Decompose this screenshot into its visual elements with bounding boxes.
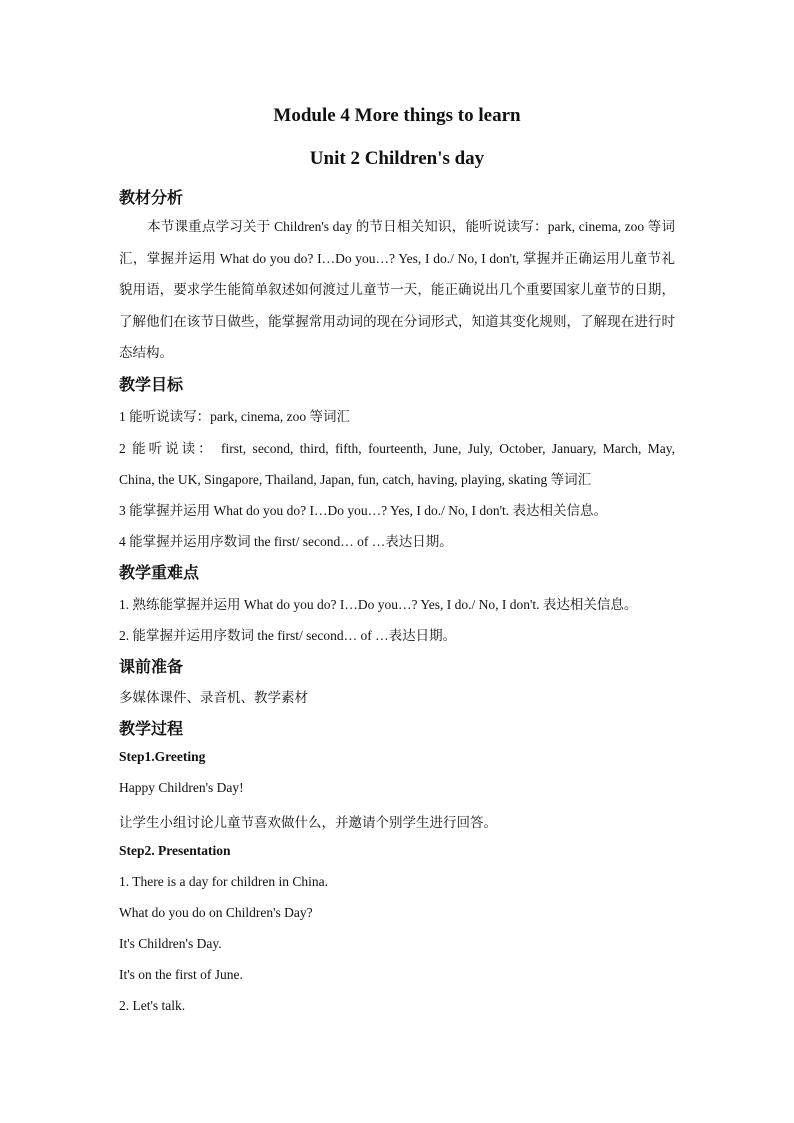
section-heading-process: 教学过程: [119, 721, 184, 738]
section-heading-analysis: 教材分析: [119, 190, 184, 207]
page-subtitle: Unit 2 Children's day: [309, 148, 485, 169]
section-heading-difficulties: 教学重难点: [119, 565, 200, 582]
step2-line: It's on the first of June.: [119, 967, 243, 982]
step2-line: 2. Let's talk.: [119, 998, 186, 1013]
step2-heading: Step2. Presentation: [119, 843, 231, 858]
step2-line: What do you do on Children's Day?: [119, 905, 313, 920]
section-heading-goals: 教学目标: [119, 377, 184, 394]
step2-line: 1. There is a day for children in China.: [119, 874, 328, 889]
step1-line: Happy Children's Day!: [119, 780, 244, 795]
step2-line: It's Children's Day.: [119, 936, 222, 951]
step1-line: 让学生小组讨论儿童节喜欢做什么，并邀请个别学生进行回答。: [119, 815, 497, 830]
step1-heading: Step1.Greeting: [119, 749, 206, 764]
difficulty-item: 1. 熟练能掌握并运用 What do you do? I…Do you…? Yes, I do./ No, I don't. 表达相关信息。: [119, 597, 638, 612]
goal-item: 3 能掌握并运用 What do you do? I…Do you…? Yes, I do./ No, I don't. 表达相关信息。: [119, 503, 608, 518]
goal-item: 2 能听说读： first, second, third, fifth, fourteenth, June, July, October, January, March, May,: [119, 441, 675, 456]
section-heading-preparation: 课前准备: [119, 659, 184, 676]
difficulty-item: 2. 能掌握并运用序数词 the first/ second… of …表达日期。: [119, 628, 457, 643]
goal-item: 4 能掌握并运用序数词 the first/ second… of …表达日期。: [119, 534, 453, 549]
preparation-text: 多媒体课件、录音机、教学素材: [119, 690, 308, 705]
goal-item: 1 能听说读写：park, cinema, zoo 等词汇: [119, 409, 350, 424]
page-title: Module 4 More things to learn: [273, 105, 521, 126]
analysis-paragraph: 本节课重点学习关于 Children's day 的节日相关知识，能听说读写：park, cinema, zoo 等词汇，掌握并运用 What do you do? I…Do you…? Yes, I do./ No, I don't, 掌握并正确运用儿童节礼貌用语，要求学生能简单叙述如何渡过儿童节一天，能正确说出几个重要国家儿童节的日期，了解他们在该节日做些，能掌握常用动词的现在分词形式，知道其变化规则，了解现在进行时态结构。: [119, 219, 675, 360]
goal-item-continued: China, the UK, Singapore, Thailand, Japan, fun, catch, having, playing, skating 等词汇: [119, 472, 592, 487]
